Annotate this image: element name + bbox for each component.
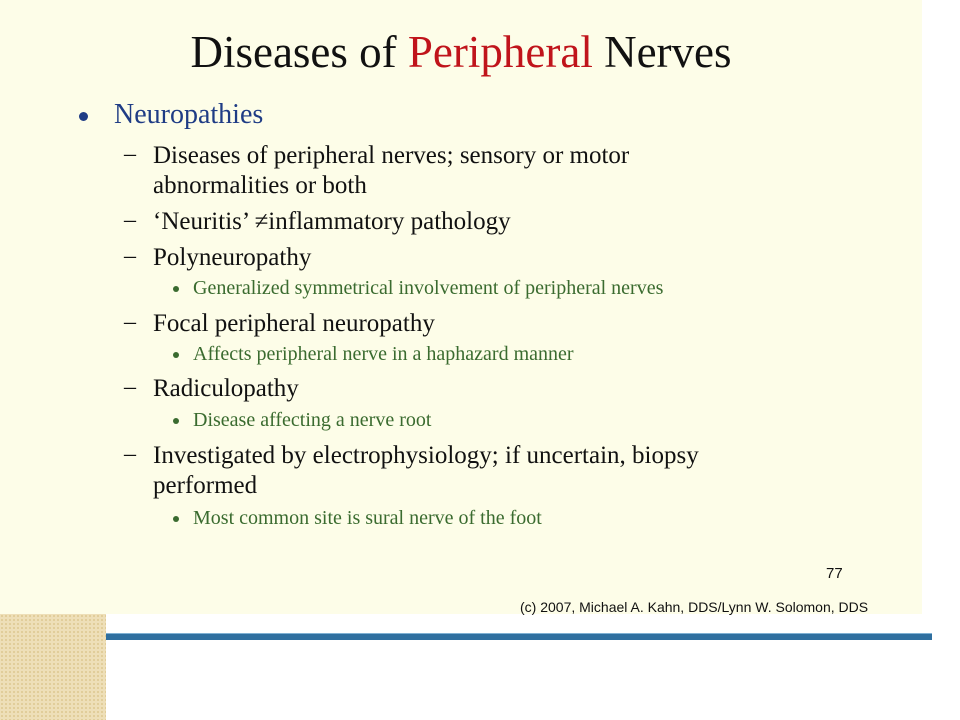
list-item-continued: performed bbox=[153, 472, 258, 499]
heading-neuropathies: Neuropathies bbox=[114, 99, 264, 130]
title-part2: Nerves bbox=[592, 27, 732, 77]
dash-icon: – bbox=[124, 207, 136, 233]
sub-bullet-icon bbox=[173, 286, 179, 292]
bullet-icon bbox=[79, 112, 88, 121]
sub-list-item: Affects peripheral nerve in a haphazard manner bbox=[193, 343, 574, 365]
sub-list-item: Generalized symmetrical involvement of peripheral nerves bbox=[193, 277, 664, 299]
list-item: Diseases of peripheral nerves; sensory or motor bbox=[153, 142, 630, 169]
list-item: Radiculopathy bbox=[153, 375, 299, 402]
title-accent: Peripheral bbox=[407, 27, 593, 77]
copyright-notice: (c) 2007, Michael A. Kahn, DDS/Lynn W. Solomon, DDS bbox=[520, 599, 869, 615]
dash-icon: – bbox=[124, 141, 136, 167]
list-item-continued: abnormalities or both bbox=[153, 172, 367, 199]
dash-icon: – bbox=[124, 441, 136, 467]
title-part1: Diseases of bbox=[190, 27, 408, 77]
list-item: Focal peripheral neuropathy bbox=[153, 310, 435, 337]
divider-rule bbox=[106, 633, 932, 640]
slide-title bbox=[0, 27, 922, 79]
sub-bullet-icon bbox=[173, 516, 179, 522]
dash-icon: – bbox=[124, 309, 136, 335]
dash-icon: – bbox=[124, 374, 136, 400]
corner-decoration bbox=[0, 614, 106, 720]
sub-bullet-icon bbox=[173, 418, 179, 424]
sub-bullet-icon bbox=[173, 352, 179, 358]
dash-icon: – bbox=[124, 243, 136, 269]
list-item: Polyneuropathy bbox=[153, 244, 312, 271]
list-item: Investigated by electrophysiology; if uncertain, biopsy bbox=[153, 442, 699, 469]
sub-list-item: Disease affecting a nerve root bbox=[193, 409, 432, 431]
page-number: 77 bbox=[826, 565, 843, 582]
list-item: ‘Neuritis’ ≠inflammatory pathology bbox=[153, 208, 511, 235]
sub-list-item: Most common site is sural nerve of the foot bbox=[193, 507, 542, 529]
